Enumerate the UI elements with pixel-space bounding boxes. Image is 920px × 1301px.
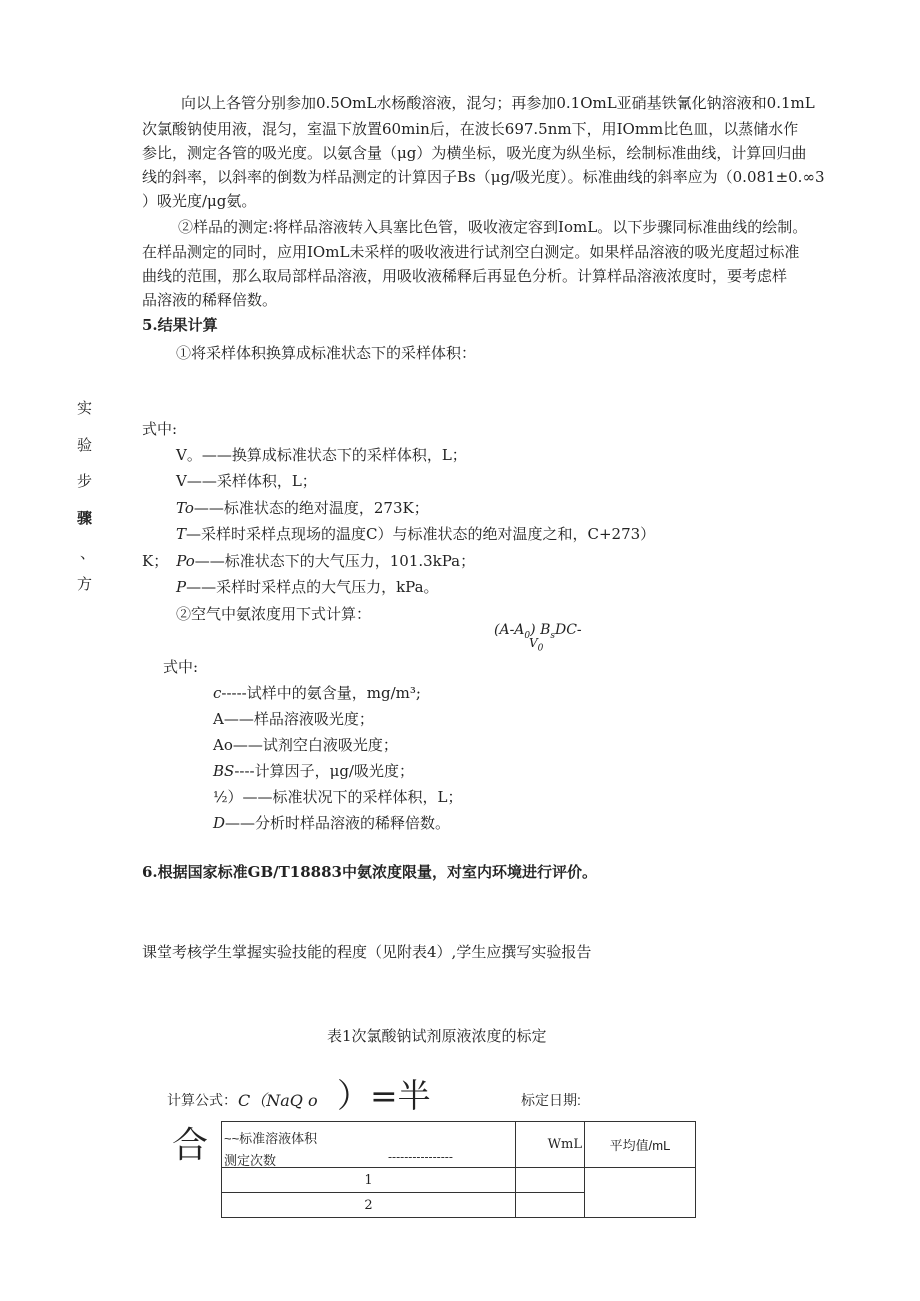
d-symbol: D	[213, 814, 226, 832]
def2-a0: Ao——试剂空白液吸光度；	[213, 736, 398, 754]
def1-v: V——采样体积，L；	[176, 472, 317, 490]
def1-t0	[176, 497, 429, 518]
def2-c	[213, 682, 421, 703]
c-text: -----试样中的氨含量，mg/m³;	[221, 684, 421, 702]
bs-text: ----计算因子，μg/吸光度；	[234, 762, 414, 780]
calc-formula-expr: C（NaQ o	[238, 1091, 318, 1110]
calibration-table	[221, 1121, 696, 1218]
formula-denom-v: V	[529, 636, 538, 650]
formula-numerator: (A-A	[494, 622, 525, 638]
section-5-item2: ②空气中氨浓度用下式计算：	[176, 605, 372, 623]
assessment-note: 课堂考核学生掌握实验技能的程度（见附表4）,学生应撰写实验报告	[142, 943, 592, 961]
para1-line1: 向以上各管分别参加0.5OmL水杨酸溶液，混匀；再参加0.1OmL亚硝基铁氰化钠溶液和0.1mL	[181, 94, 815, 112]
def1-p	[176, 576, 439, 597]
table-header-cell	[222, 1122, 516, 1168]
p-symbol: P	[176, 578, 187, 596]
calib-date-label: 标定日期:	[521, 1092, 581, 1108]
def2-bs	[213, 760, 414, 781]
para1-line2: 次氯酸钠使用液，混匀，室温下放置60min后，在波长697.5nm下，用IOmm比色皿，以蒸储水作	[142, 120, 799, 138]
t0-symbol: To	[176, 499, 194, 517]
table-row-index: 2	[222, 1193, 516, 1218]
table-side-glyph: 合	[172, 1125, 209, 1166]
def1-t	[176, 523, 655, 544]
d-text: ——分析时样品溶液的稀释倍数。	[225, 814, 451, 832]
def1-v0: V。——换算成标准状态下的采样体积，L；	[176, 446, 467, 464]
p0-text: ——标准状态下的大气压力，101.3kPa；	[194, 552, 476, 570]
table1-title: 表1次氯酸钠试剂原液浓度的标定	[327, 1027, 547, 1045]
t0-text: ——标准状态的绝对温度，273K；	[193, 499, 429, 517]
def2-d	[213, 812, 450, 833]
def2-heading: 式中:	[163, 658, 199, 676]
table-row-index: 1	[222, 1168, 516, 1193]
section-5-title: 5.结果计算	[142, 316, 218, 334]
side-char: 验	[77, 436, 93, 454]
t-symbol: T	[176, 525, 187, 543]
header-dashes: ----------------	[388, 1150, 453, 1164]
para2-line1: ②样品的测定:将样品溶液转入具塞比色管，吸收液定容到IomL。以下步骤同标准曲线的绘制。	[178, 218, 808, 236]
table-cell-value[interactable]	[516, 1168, 585, 1193]
side-char: 骤	[77, 509, 93, 527]
para2-line4: 品溶液的稀释倍数。	[142, 291, 278, 309]
formula-sub: 0	[524, 630, 531, 641]
bs-symbol: BS	[213, 762, 235, 780]
side-char: 步	[77, 472, 93, 490]
para2-line2: 在样品测定的同时，应用IOmL未采样的吸收液进行试剂空白测定。如果样品溶液的吸光度超过标准	[142, 243, 800, 261]
para2-line3: 曲线的范围，那么取局部样品溶液，用吸收液稀释后再显色分析。计算样品溶液浓度时，要考虑样	[142, 267, 788, 285]
para1-line4: 线的斜率，以斜率的倒数为样品测定的计算因子Bs（μg/吸光度）。标准曲线的斜率应为（0.081±0.∞3	[142, 168, 825, 186]
side-char: 、	[80, 544, 96, 562]
def1-p0	[142, 550, 475, 571]
side-char: 实	[77, 399, 93, 417]
para1-line5: ）吸光度/μg氨。	[142, 192, 257, 210]
formula-denominator	[529, 636, 543, 653]
para1-line3: 参比，测定各管的吸光度。以氨含量（μg）为横坐标，吸光度为纵坐标，绘制标准曲线，计算回归曲	[142, 144, 807, 162]
table-cell-value[interactable]	[516, 1193, 585, 1218]
header-count: 测定次数	[224, 1153, 277, 1168]
formula-rest: DC-	[554, 622, 582, 638]
p-text: ——采样时采样点的大气压力，kPa。	[186, 578, 439, 596]
def2-a: A——样品溶液吸光度；	[213, 710, 374, 728]
header-volume: ~~标准溶液体积	[224, 1131, 318, 1146]
section-6: 6.根据国家标准GB/T18883中氨浓度限量，对室内环境进行评价。	[142, 863, 597, 881]
header-average: 平均值/mL	[585, 1122, 696, 1168]
def2-v0: ½）——标准状况下的采样体积，L；	[213, 788, 463, 806]
t-text: —采样时采样点现场的温度C）与标准状态的绝对温度之和，C+273）	[186, 525, 656, 543]
table-cell-average[interactable]	[585, 1168, 696, 1218]
p0-prefix: K；	[142, 552, 169, 570]
side-char: 方	[77, 575, 93, 593]
p0-symbol: Po	[176, 552, 195, 570]
formula-tail: ) B	[530, 622, 551, 638]
header-unit: WmL	[516, 1122, 585, 1168]
formula-tail-sub: s	[550, 630, 555, 641]
def1-heading: 式中:	[142, 420, 178, 438]
calc-formula-result: ）=半	[337, 1076, 431, 1115]
c-symbol: c	[213, 684, 222, 702]
section-5-item1: ①将采样体积换算成标准状态下的采样体积：	[176, 344, 477, 362]
calc-formula-label: 计算公式：	[167, 1092, 237, 1108]
formula-denom-sub: 0	[537, 643, 544, 654]
